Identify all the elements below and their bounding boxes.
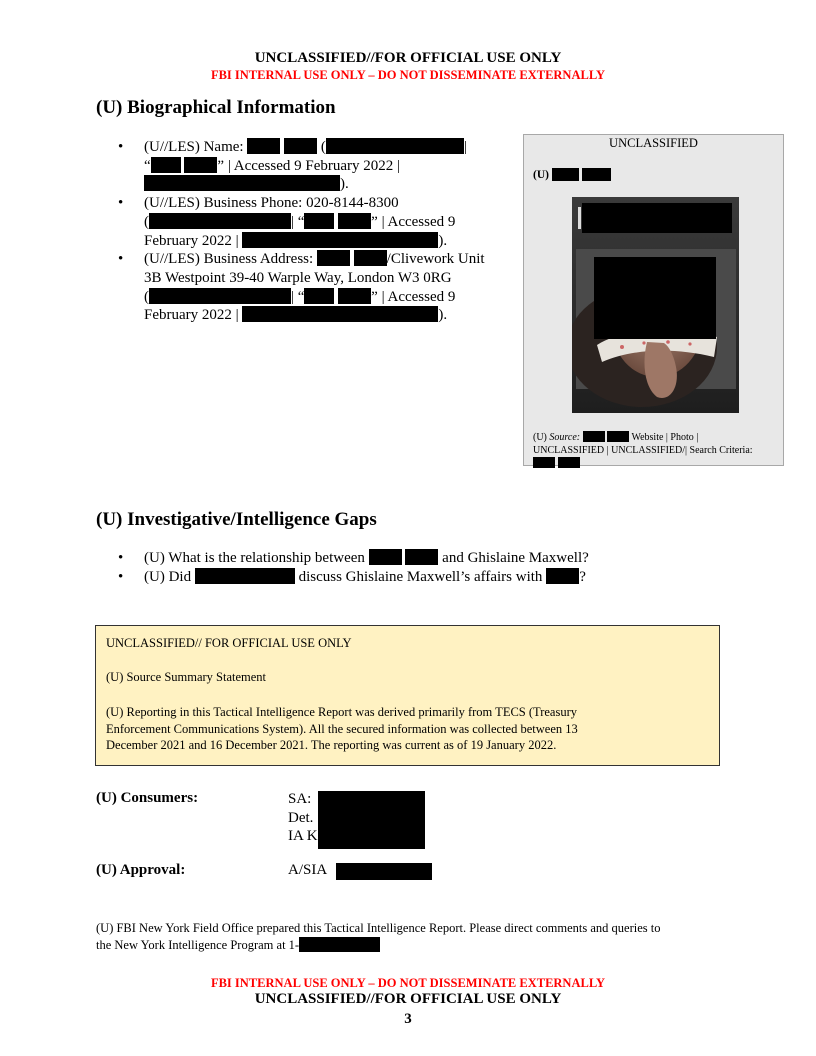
redaction-block — [184, 157, 217, 173]
redaction-block — [354, 250, 387, 266]
summary-body: (U) Reporting in this Tactical Intelligence Report was derived primarily from TECS (Treasury Enforcement Communications System). All the secured information was collected between 13 December 2021 and 16 December 2021. The reporting was current as of 19 January 2022. — [106, 705, 578, 752]
subject-photo — [572, 197, 739, 413]
summary-heading: (U) Source Summary Statement — [106, 670, 267, 684]
header-classification: UNCLASSIFIED//FOR OFFICIAL USE ONLY — [254, 50, 562, 66]
redaction-block — [583, 431, 605, 442]
footer-classification: UNCLASSIFIED//FOR OFFICIAL USE ONLY — [254, 991, 562, 1007]
redaction-block — [336, 863, 432, 880]
redaction-block — [546, 568, 579, 584]
list-item-name: • (U//LES) Name: ( | “ ” | Accessed 9 February 2022 | ). — [118, 139, 467, 193]
footer-dissemination: FBI INTERNAL USE ONLY – DO NOT DISSEMINATE EXTERNALLY — [210, 976, 606, 990]
redaction-block — [326, 138, 464, 154]
consumers-label: (U) Consumers: — [96, 790, 199, 806]
list-item-gap-2: • (U) Did discuss Ghislaine Maxwell’s affairs with ? — [118, 568, 586, 585]
source-summary-box — [95, 625, 720, 766]
redaction-block — [242, 306, 438, 322]
photo-classification: UNCLASSIFIED — [609, 136, 698, 150]
list-item-phone: • (U//LES) Business Phone: 020-8144-8300 ( | “ ” | Accessed 9 February 2022 | ). — [118, 195, 456, 249]
consumers-list: SA: Det. IA K — [288, 791, 318, 845]
bullet-icon: • — [118, 568, 124, 585]
person-photo-icon — [572, 197, 739, 413]
redaction-block — [151, 157, 181, 173]
redaction-block — [144, 175, 340, 191]
redaction-block — [299, 937, 380, 952]
redaction-block — [338, 288, 371, 304]
bullet-icon: • — [118, 195, 124, 212]
gaps-list — [96, 549, 716, 586]
redaction-block — [533, 457, 555, 468]
summary-classification: UNCLASSIFIED// FOR OFFICIAL USE ONLY — [106, 636, 352, 650]
redaction-block — [304, 213, 334, 229]
photo-label: (U) — [533, 168, 611, 181]
photo-panel — [523, 134, 784, 466]
redaction-block — [149, 288, 291, 304]
redaction-block — [369, 549, 402, 565]
redaction-block — [558, 457, 580, 468]
redaction-block — [195, 568, 295, 584]
bullet-icon: • — [118, 550, 124, 566]
redaction-block — [607, 431, 629, 442]
section-title-biographical: (U) Biographical Information — [96, 97, 336, 118]
biographical-list — [96, 138, 516, 325]
header-dissemination: FBI INTERNAL USE ONLY – DO NOT DISSEMINATE EXTERNALLY — [210, 68, 606, 82]
redaction-block — [338, 213, 371, 229]
redaction-block — [552, 168, 579, 181]
footer-note: (U) FBI New York Field Office prepared this Tactical Intelligence Report. Please direct comments and queries to the New York Intelligence Program at 1- — [96, 921, 661, 952]
redaction-block — [317, 250, 350, 266]
list-item-address: • (U//LES) Business Address: /Clivework Unit 3B Westpoint 39-40 Warple Way, London W3 0RG ( | “ ” | Accessed 9 February 2022 | ). — [118, 251, 485, 324]
redaction-block — [284, 138, 317, 154]
redaction-block — [242, 232, 438, 248]
page-number: 3 — [404, 1011, 412, 1027]
approval-value: A/SIA — [288, 862, 328, 878]
redaction-block — [304, 288, 334, 304]
photo-source-caption: (U) Source: Website | Photo | UNCLASSIFIED | UNCLASSIFIED/| Search Criteria: — [533, 431, 781, 471]
redaction-block — [405, 549, 438, 565]
list-item-gap-1: • (U) What is the relationship between and Ghislaine Maxwell? — [118, 550, 589, 566]
redaction-block — [318, 791, 425, 849]
bullet-icon: • — [118, 251, 124, 268]
redaction-block — [247, 138, 280, 154]
redaction-block — [582, 168, 611, 181]
section-title-gaps: (U) Investigative/Intelligence Gaps — [96, 509, 377, 530]
bullet-icon: • — [118, 139, 124, 155]
redaction-block — [149, 213, 291, 229]
approval-label: (U) Approval: — [96, 862, 186, 878]
